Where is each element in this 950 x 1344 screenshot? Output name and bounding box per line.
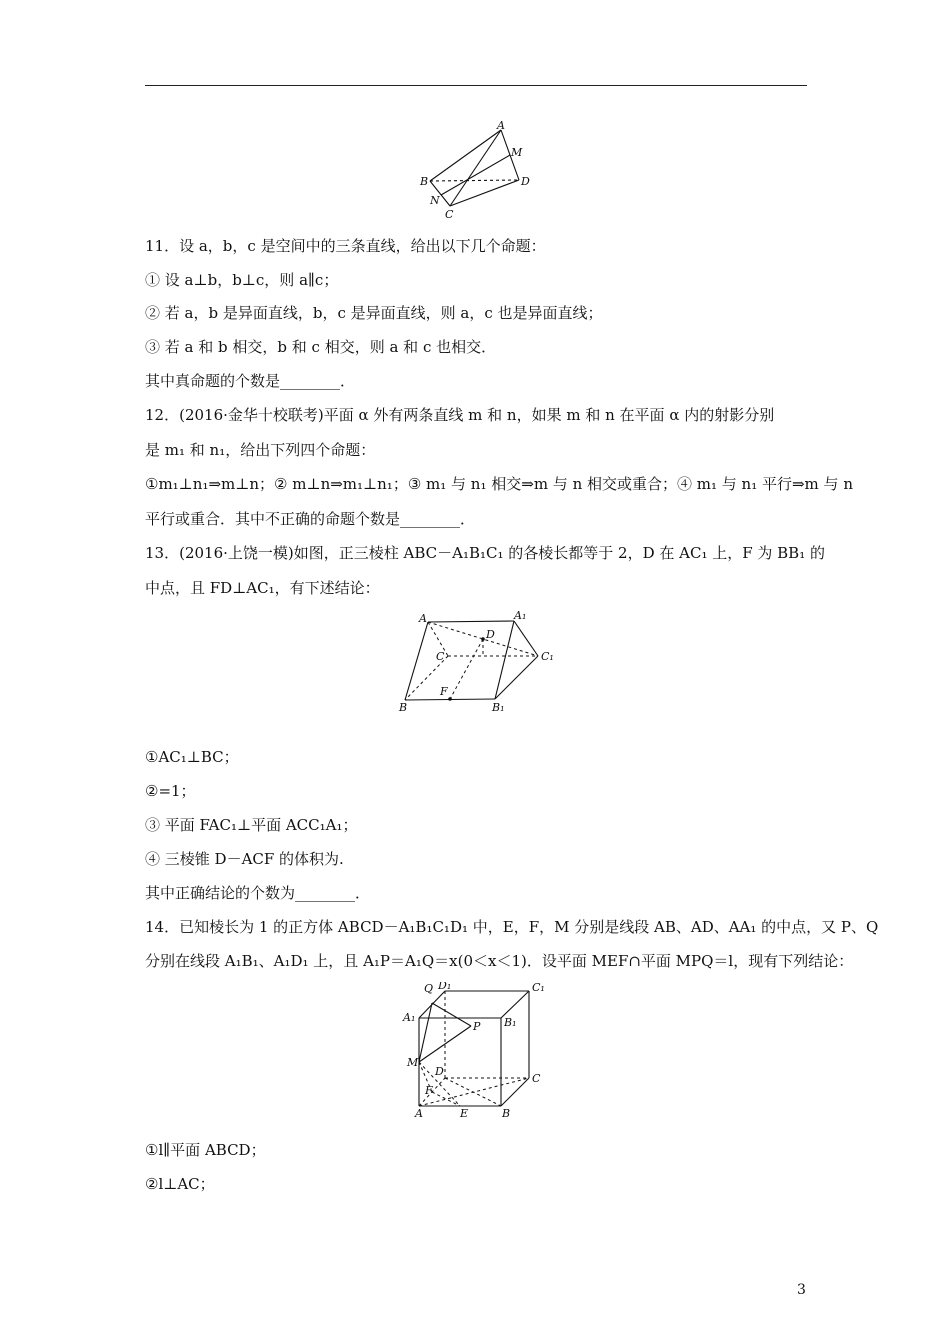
fig2-label-C1: C₁ [541, 650, 554, 663]
q13-item-1: ①AC₁⊥BC； [145, 748, 239, 766]
header-rule [145, 85, 807, 86]
fig3-label-P: P [473, 1020, 481, 1033]
fig1-label-C: C [445, 208, 454, 221]
fig3-label-M: M [407, 1056, 419, 1069]
prism-svg [392, 608, 567, 718]
fig1-label-D: D [521, 175, 530, 188]
fig1-label-A: A [497, 119, 505, 132]
fig2-label-B: B [399, 701, 408, 714]
q11-item-1: ① 设 a⊥b，b⊥c，则 a∥c； [145, 271, 339, 289]
q11-text: 11．设 a，b，c 是空间中的三条直线，给出以下几个命题： [145, 237, 546, 255]
q12-text-b: 是 m₁ 和 n₁，给出下列四个命题： [145, 441, 376, 459]
q11-ask: 其中真命题的个数是________． [145, 372, 356, 390]
fig3-label-E: E [460, 1107, 469, 1120]
q12-text-a: 12．(2016·金华十校联考)平面 α 外有两条直线 m 和 n，如果 m 和 n 在平面 α 内的射影分别 [145, 406, 775, 424]
fig3-label-C1: C₁ [532, 982, 545, 994]
q12-text-c: ①m₁⊥n₁⇒m⊥n；② m⊥n⇒m₁⊥n₁；③ m₁ 与 n₁ 相交⇒m 与 n 相交或重合；④ m₁ 与 n₁ 平行⇒m 与 n [145, 475, 853, 493]
figure-tetrahedron [415, 118, 540, 223]
q13-item-4: ④ 三棱锥 D－ACF 的体积为. [145, 850, 344, 868]
q14-item-1: ①l∥平面 ABCD； [145, 1141, 266, 1159]
q13-text-b: 中点，且 FD⊥AC₁，有下述结论： [145, 579, 380, 597]
figure-cube [398, 982, 558, 1122]
q13-item-3: ③ 平面 FAC₁⊥平面 ACC₁A₁； [145, 816, 358, 834]
fig2-label-D: D [486, 628, 495, 641]
q13-text-a: 13．(2016·上饶一模)如图，正三棱柱 ABC－A₁B₁C₁ 的各棱长都等于 2，D 在 AC₁ 上，F 为 BB₁ 的 [145, 544, 825, 562]
fig1-label-M: M [511, 146, 523, 159]
q13-item-2: ②=1； [145, 782, 196, 800]
q11-item-2: ② 若 a，b 是异面直线，b，c 是异面直线，则 a，c 也是异面直线； [145, 304, 603, 322]
fig3-label-A: A [415, 1107, 423, 1120]
fig2-label-F: F [440, 685, 448, 698]
q11-item-3: ③ 若 a 和 b 相交，b 和 c 相交，则 a 和 c 也相交． [145, 338, 497, 356]
figure-prism [392, 608, 567, 718]
fig2-label-B1: B₁ [492, 701, 505, 714]
fig3-label-Q: Q [424, 982, 434, 995]
q13-ask: 其中正确结论的个数为________． [145, 884, 371, 902]
fig1-label-N: N [430, 194, 440, 207]
fig3-label-A1: A₁ [403, 1011, 416, 1024]
page-number: 3 [797, 1282, 806, 1298]
fig3-label-D: D [435, 1065, 444, 1078]
fig3-label-F: F [425, 1084, 433, 1097]
cube-svg [398, 982, 558, 1122]
fig2-label-C: C [436, 650, 445, 663]
fig3-label-B1: B₁ [504, 1016, 517, 1029]
fig2-label-A1: A₁ [514, 609, 527, 622]
q14-text-b: 分别在线段 A₁B₁、A₁D₁ 上，且 A₁P＝A₁Q＝x(0＜x＜1)．设平面 MEF∩平面 MPQ＝l，现有下列结论： [145, 952, 854, 970]
fig2-label-A: A [419, 612, 427, 625]
q14-text-a: 14．已知棱长为 1 的正方体 ABCD－A₁B₁C₁D₁ 中，E，F，M 分别是线段 AB、AD、AA₁ 的中点，又 P、Q [145, 918, 879, 936]
q14-item-2: ②l⊥AC； [145, 1175, 215, 1193]
fig3-label-C: C [532, 1072, 541, 1085]
fig3-label-D1: D₁ [438, 982, 452, 992]
tetrahedron-svg [415, 118, 540, 223]
fig3-label-B: B [502, 1107, 511, 1120]
q12-text-d: 平行或重合．其中不正确的命题个数是________． [145, 510, 476, 528]
fig1-label-B: B [420, 175, 429, 188]
